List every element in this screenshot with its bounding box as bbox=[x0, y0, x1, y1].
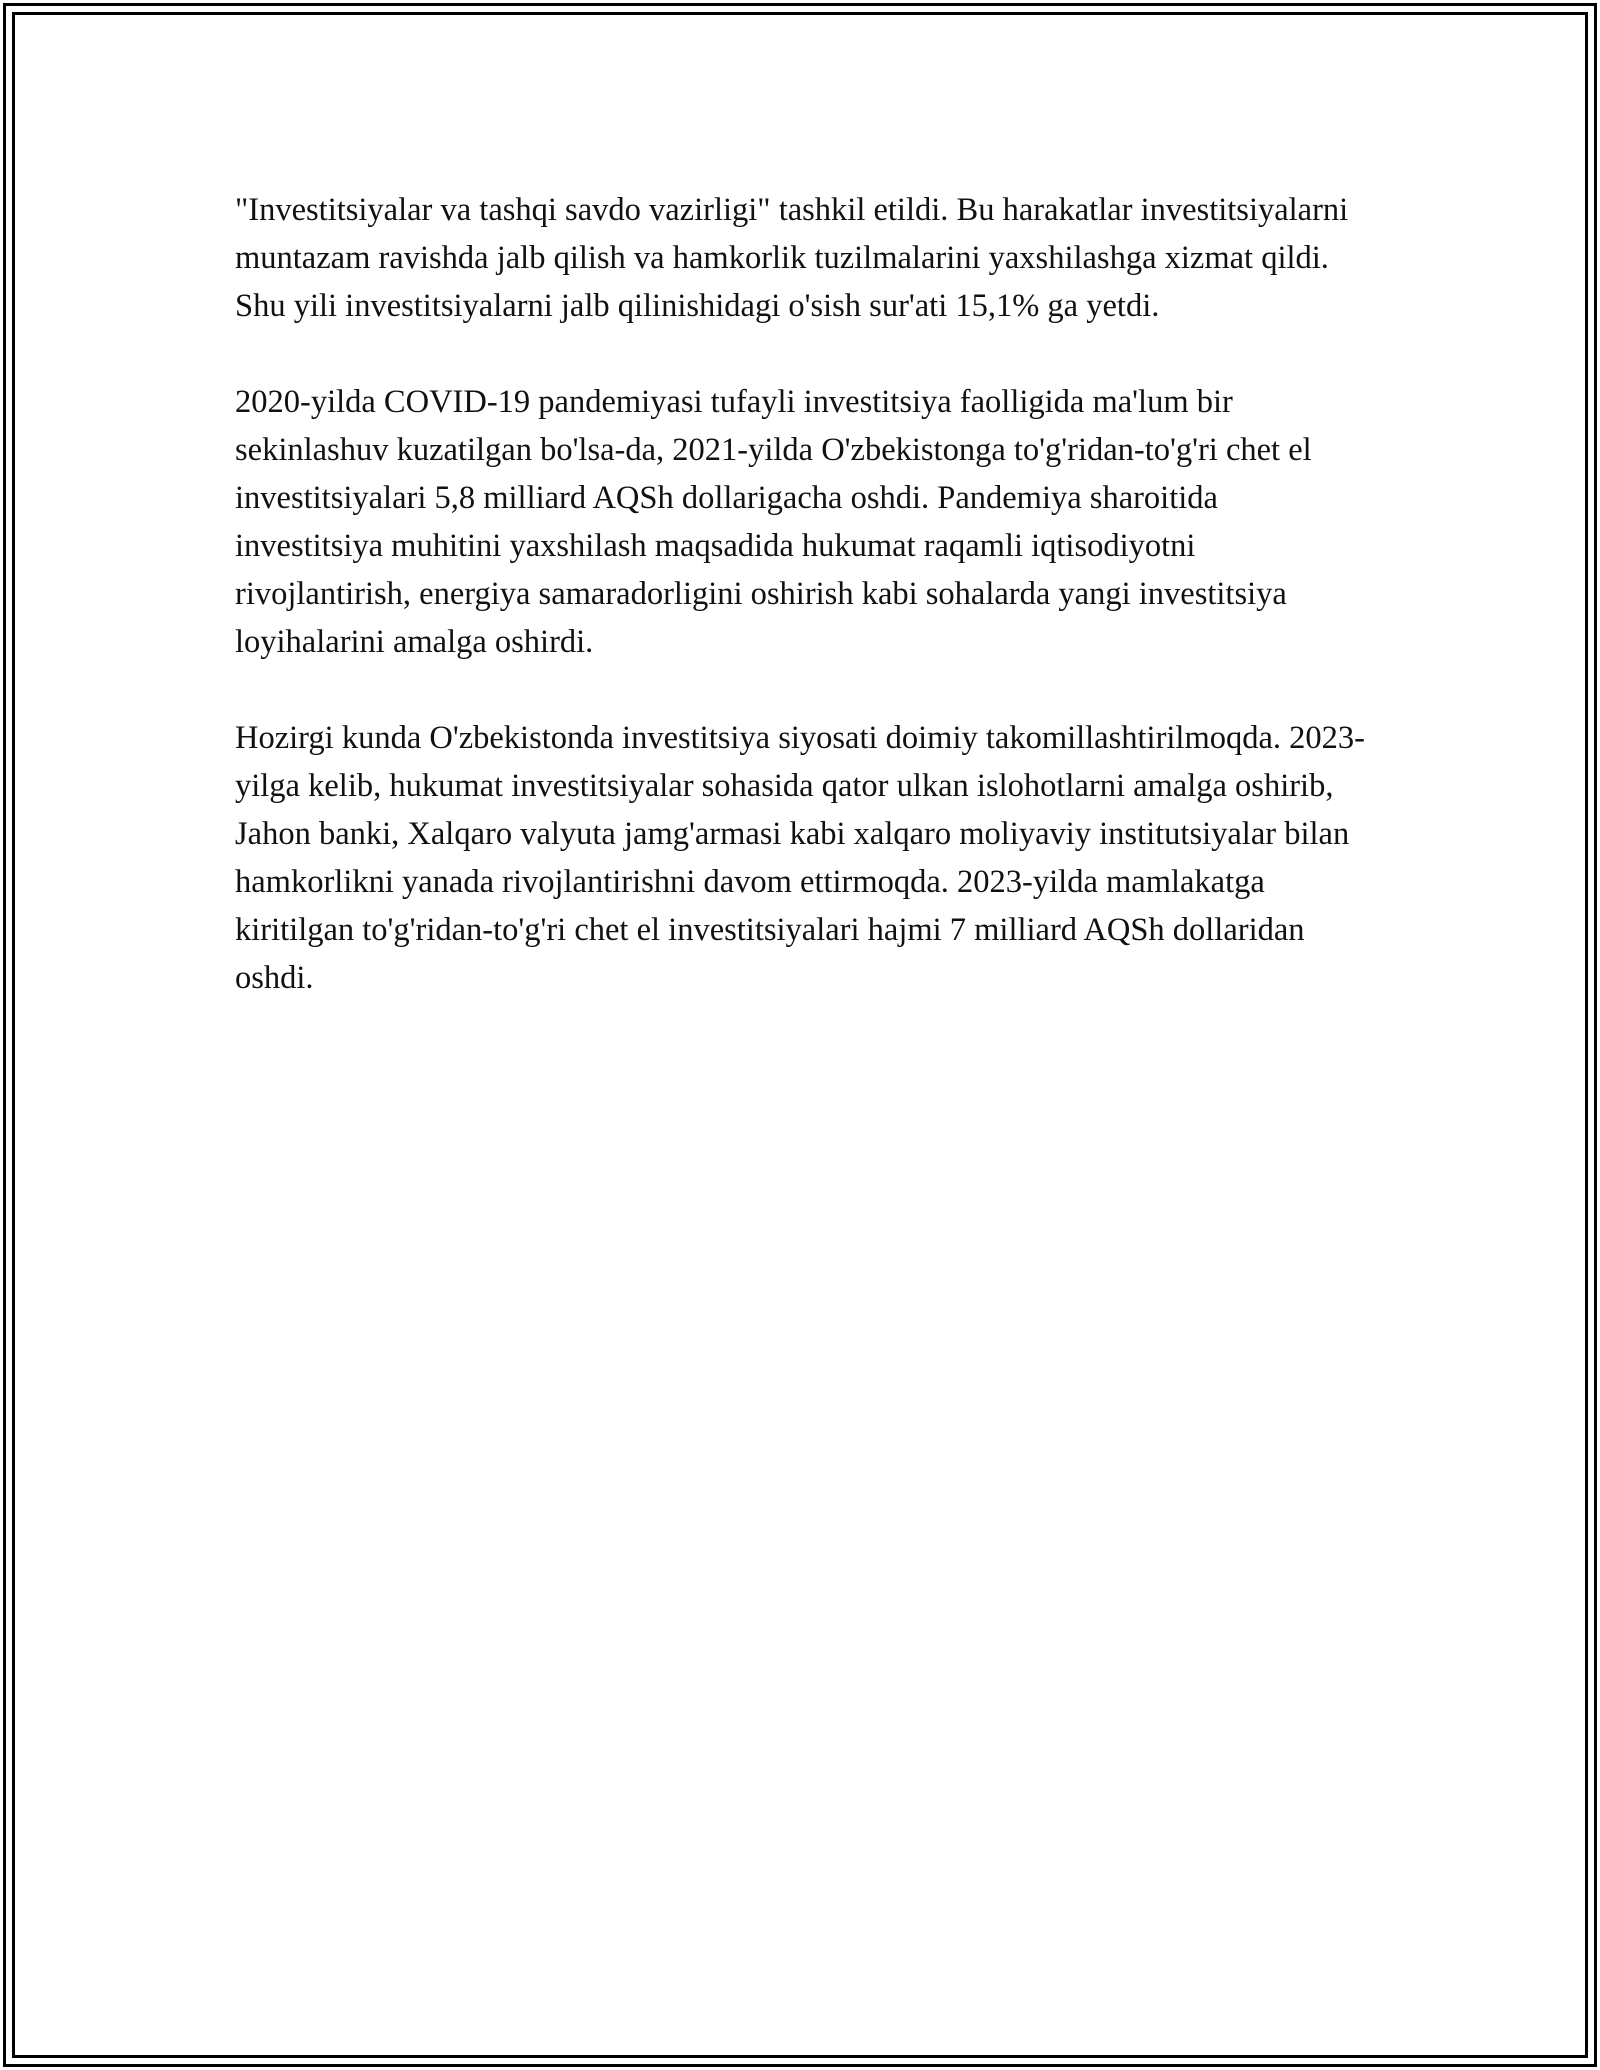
paragraph-3: Hozirgi kunda O'zbekistonda investitsiya siyosati doimiy takomillashtirilmoqda. 2023-yilga kelib, hukumat investitsiyalar sohasida qator ulkan islohotlarni amalga oshirib, Jahon banki, Xalqaro valyuta jamg'armasi kabi xalqaro moliyaviy institutsiyalar bilan hamkorlikni yanada rivojlantirishni davom ettirmoqda. 2023-yilda mamlakatga kiritilgan to'g'ridan-to'g'ri chet el investitsiyalari hajmi 7 milliard AQSh dollaridan oshdi. bbox=[235, 720, 1365, 996]
paragraph-2: 2020-yilda COVID-19 pandemiyasi tufayli investitsiya faolligida ma'lum bir sekinlashuv kuzatilgan bo'lsa-da, 2021-yilda O'zbekistonga to'g'ridan-to'g'ri chet el investitsiyalari 5,8 milliard AQSh dollarigacha oshdi. Pandemiya sharoitida investitsiya muhitini yaxshilash maqsadida hukumat raqamli iqtisodiyotni rivojlantirish, energiya samaradorligini oshirish kabi sohalarda yangi investitsiya loyihalarini amalga oshirdi. bbox=[235, 384, 1312, 660]
document-body bbox=[235, 186, 1365, 1002]
paragraph-1: "Investitsiyalar va tashqi savdo vazirligi" tashkil etildi. Bu harakatlar investitsiyalarni muntazam ravishda jalb qilish va hamkorlik tuzilmalarini yaxshilashga xizmat qildi. Shu yili investitsiyalarni jalb qilinishidagi o'sish sur'ati 15,1% ga yetdi. bbox=[235, 192, 1349, 324]
